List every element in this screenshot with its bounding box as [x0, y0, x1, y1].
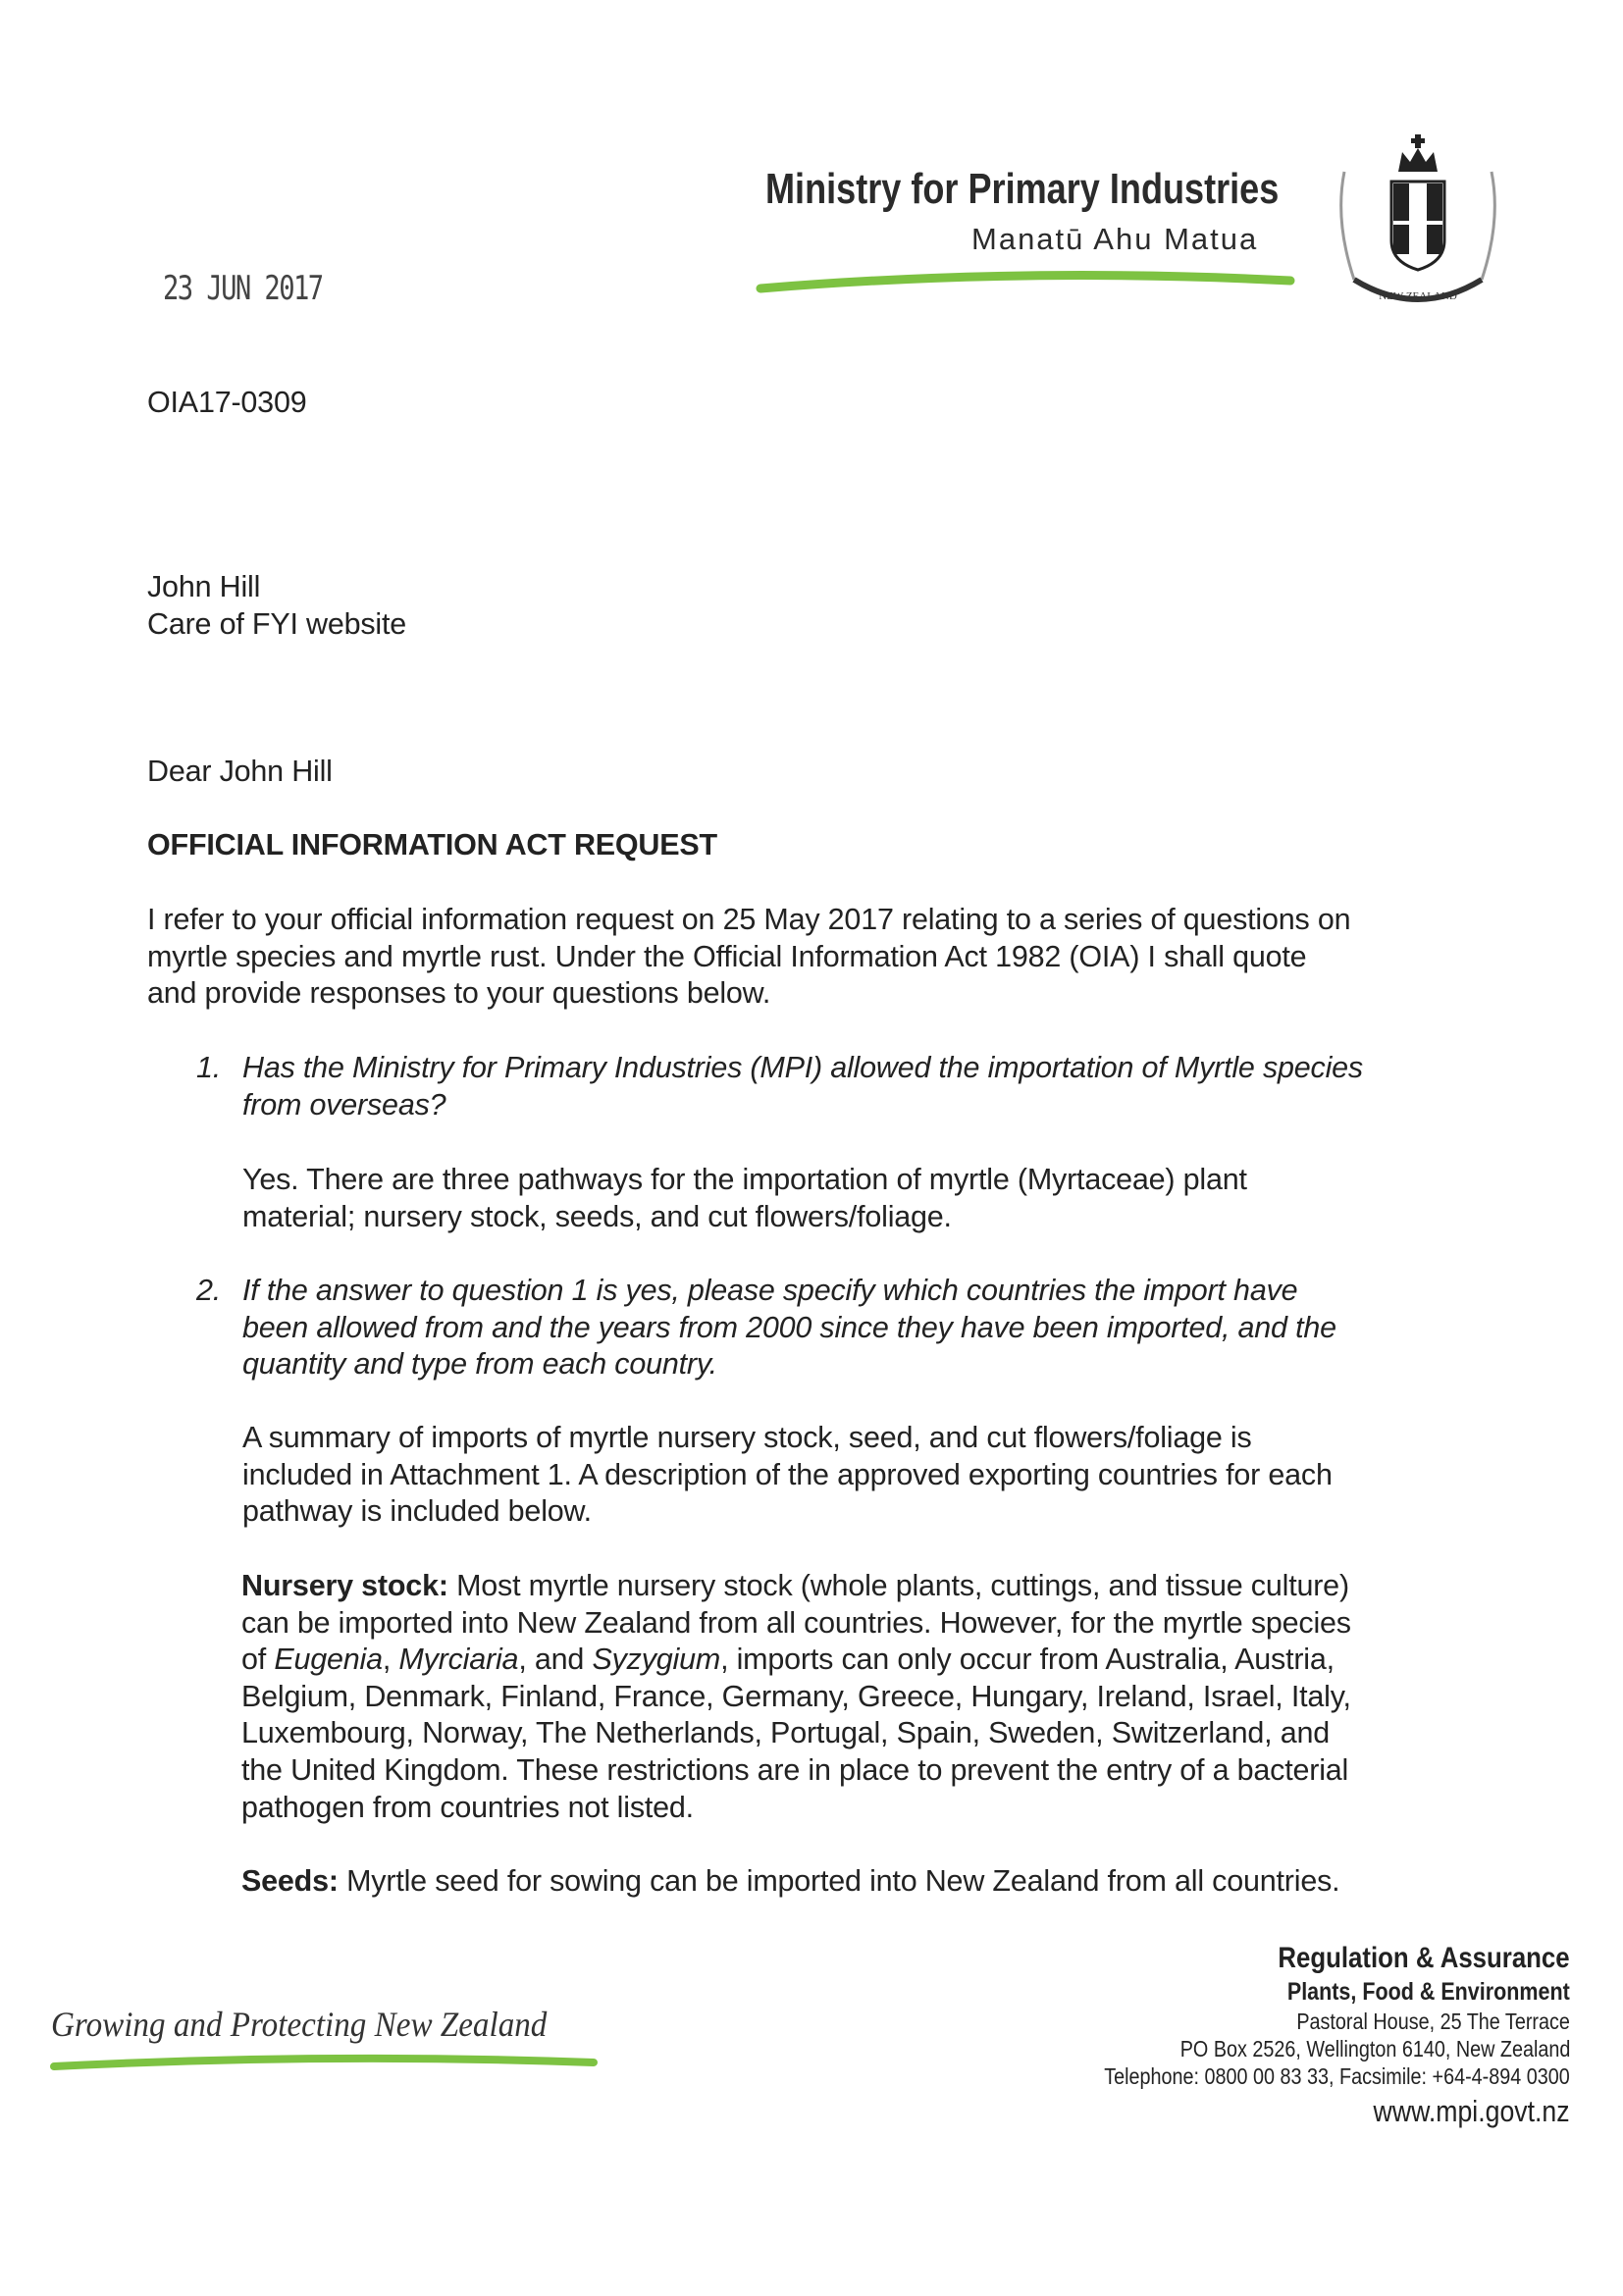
- footer-division: Regulation & Assurance: [1278, 1942, 1570, 1974]
- seeds-text: Myrtle seed for sowing can be imported into New Zealand from all countries.: [338, 1864, 1340, 1898]
- question-line: quantity and type from each country.: [242, 1347, 717, 1382]
- nursery-line: the United Kingdom. These restrictions are in place to prevent the entry of a bacterial: [241, 1752, 1349, 1787]
- reference-number: OIA17-0309: [147, 386, 307, 419]
- question-item-1: [196, 1050, 1570, 1246]
- nursery-line: pathogen from countries not listed.: [241, 1790, 694, 1824]
- green-swoosh: [756, 265, 1295, 294]
- seeds-paragraph: [241, 1863, 1339, 1901]
- answer-line: pathway is included below.: [242, 1494, 592, 1529]
- intro-line: I refer to your official information request on 25 May 2017 relating to a series of questions on: [147, 903, 1351, 936]
- intro-line: and provide responses to your questions below.: [147, 976, 771, 1011]
- nursery-line: Most myrtle nursery stock (whole plants, cuttings, and tissue culture): [447, 1569, 1349, 1602]
- question-number: 1.: [196, 1051, 222, 1084]
- nursery-line: of Eugenia, Myrciaria, and Syzygium, imports can only occur from Australia, Austria,: [241, 1643, 1335, 1677]
- question-item-2: [196, 1273, 1570, 1567]
- nursery-label: Nursery stock:: [241, 1569, 448, 1602]
- nursery-line: Luxembourg, Norway, The Netherlands, Portugal, Spain, Sweden, Switzerland, and: [241, 1716, 1331, 1750]
- org-name: Ministry for Primary Industries: [765, 165, 1280, 213]
- question-line: from overseas?: [242, 1087, 446, 1122]
- heading: OFFICIAL INFORMATION ACT REQUEST: [147, 828, 717, 861]
- recipient-block: [147, 569, 406, 643]
- answer-line: included in Attachment 1. A description of the approved exporting countries for each: [242, 1457, 1333, 1491]
- nz-coat-of-arms-icon: [1325, 132, 1511, 314]
- tagline: Growing and Protecting New Zealand: [51, 2005, 548, 2044]
- seeds-label: Seeds:: [241, 1864, 339, 1898]
- genus-myrciaria: Myrciaria: [398, 1643, 519, 1677]
- org-name-maori: Manatū Ahu Matua: [971, 222, 1259, 256]
- question-number: 2.: [196, 1274, 222, 1307]
- nursery-line: Belgium, Denmark, Finland, France, Germany, Greece, Hungary, Ireland, Israel, Italy,: [241, 1679, 1351, 1713]
- answer-line: A summary of imports of myrtle nursery stock, seed, and cut flowers/foliage is: [242, 1421, 1252, 1454]
- genus-eugenia: Eugenia: [274, 1643, 383, 1677]
- crest-text: NEW ZEALAND: [1379, 290, 1457, 302]
- footer-website-link[interactable]: www.mpi.govt.nz: [1373, 2094, 1570, 2128]
- footer-address-1: Pastoral House, 25 The Terrace: [1296, 2009, 1570, 2034]
- question-text: [242, 1273, 1336, 1383]
- question-line: been allowed from and the years from 2000 since they have been imported, and the: [242, 1310, 1336, 1344]
- question-line: If the answer to question 1 is yes, please specify which countries the import have: [242, 1274, 1298, 1307]
- nursery-stock-paragraph: [241, 1568, 1351, 1826]
- question-text: [242, 1050, 1363, 1123]
- question-line: Has the Ministry for Primary Industries (MPI) allowed the importation of Myrtle species: [242, 1051, 1363, 1084]
- recipient-address: Care of FYI website: [147, 606, 407, 641]
- intro-line: myrtle species and myrtle rust. Under the Official Information Act 1982 (OIA) I shall quote: [147, 939, 1307, 973]
- answer-text: [242, 1162, 1247, 1235]
- date-stamp: 23 JUN 2017: [163, 269, 323, 308]
- salutation: Dear John Hill: [147, 755, 333, 788]
- answer-text: [242, 1420, 1333, 1531]
- intro-paragraph: [147, 902, 1350, 1013]
- answer-line: material; nursery stock, seeds, and cut flowers/foliage.: [242, 1199, 952, 1233]
- genus-syzygium: Syzygium: [592, 1643, 721, 1677]
- answer-line: Yes. There are three pathways for the importation of myrtle (Myrtaceae) plant: [242, 1163, 1247, 1196]
- recipient-name: John Hill: [147, 570, 261, 603]
- tagline-swoosh: [49, 2051, 599, 2074]
- footer-contact: Telephone: 0800 00 83 33, Facsimile: +64-4-894 0300: [1104, 2063, 1570, 2089]
- footer-branch: Plants, Food & Environment: [1287, 1978, 1570, 2006]
- footer-address-2: PO Box 2526, Wellington 6140, New Zealand: [1179, 2036, 1570, 2061]
- nursery-line: can be imported into New Zealand from all countries. However, for the myrtle species: [241, 1605, 1351, 1640]
